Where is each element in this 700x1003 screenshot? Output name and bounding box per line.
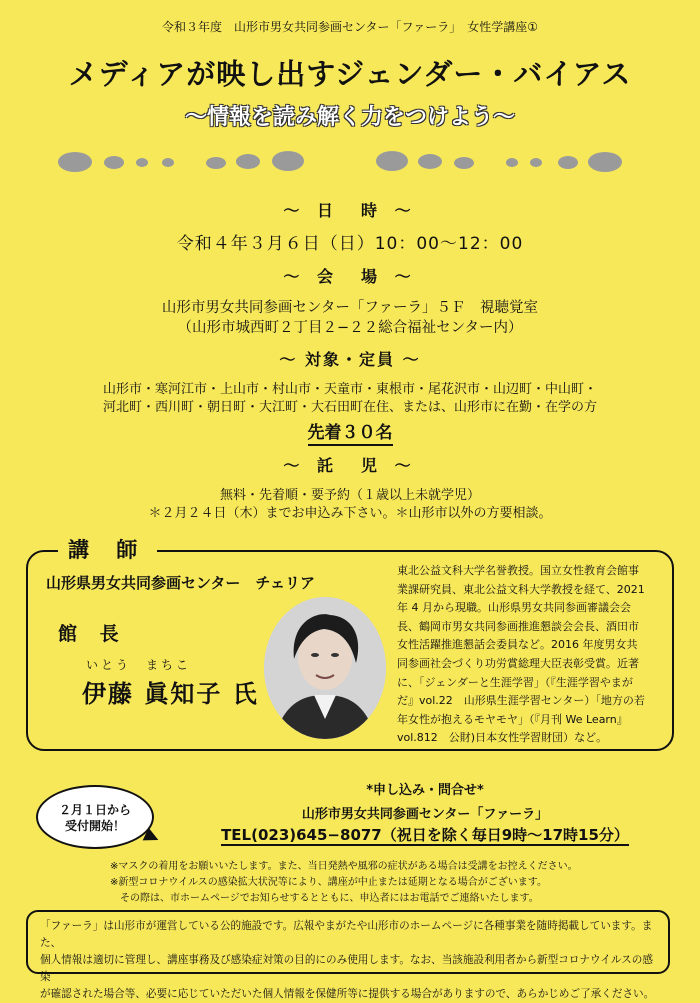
lecturer-photo (264, 597, 386, 739)
note-contact: その際は、市ホームページでお知らせするとともに、申込者にはお電話でご連絡いたします。 (110, 893, 539, 904)
lecturer-role: 館 長 (58, 623, 127, 645)
footer-info-box: 「ファーラ」は山形市が運営している公的施設です。広報やまがたや山形市のホームページに各種事業を随時掲載しています。また、 個人情報は適切に管理し、講座事務及び感染症対策の目的にのみ使用します。なお、当該施設利用者から新型コロナウイルスの感染 が確認された場合等、必要に応じていただいた個人情報を保健所等に提供する場合がありますので、あらかじめご了承ください。 (26, 910, 670, 974)
target-heading: 〜 対象・定員 〜 (279, 350, 421, 369)
venue-heading: 〜 会 場 〜 (283, 267, 417, 286)
target-line2: 河北町・西川町・朝日町・大江町・大石田町在住、または、山形市に在勤・在学の方 (102, 400, 597, 415)
apply-organization: 山形市男女共同参画センター「ファーラ」 (301, 807, 549, 822)
apply-tel: TEL(023)645−8077（祝日を除く毎日9時〜17時15分） (221, 826, 629, 844)
datetime-heading: 〜 日 時 〜 (283, 201, 417, 220)
datetime-value: 令和４年３月６日（日）10：00〜12：00 (176, 234, 524, 254)
lecturer-organization: 山形県男女共同参画センター チェリア (46, 574, 315, 592)
venue-line1: 山形市男女共同参画センター「ファーラ」５Ｆ 視聴覚室 (161, 300, 539, 316)
capacity-text: 先着３０名 (0, 418, 700, 443)
reception-start-bubble: ２月１日から 受付開始！ (36, 785, 154, 849)
childcare-line1: 無料・先着順・要予約（１歳以上未就学児） (219, 488, 480, 503)
childcare-heading: 〜 託 児 〜 (283, 456, 417, 475)
childcare-line2: ＊２月２４日（木）までお申込み下さい。＊山形市以外の方要相談。 (148, 506, 552, 521)
target-line1: 山形市・寒河江市・上山市・村山市・天童市・東根市・尾花沢市・山辺町・中山町・ (102, 382, 597, 397)
lecturer-bio: 東北公益文科大学名誉教授。国立女性教育会館事 業課研究員、東北公益文科大学教授を経て、2021 年 4 月から現職。山形県男女共同参画審議会会 長、鶴岡市男女共同参画推進懇談会会長、酒田市 女性活躍推進懇話会委員など。2016 年度男女共 同参画社会づくり功労賞総理大臣表彰受賞。近著 に、「ジェンダーと生涯学習」（『生涯学習やまが だ』vol.22 山形県生涯学習センター）「地方の若 年女性が抱えるモヤモヤ」（『月刊 We Learn』 vol.812 公財)日本女性学習財団）など。 (397, 564, 645, 745)
lecturer-name: 伊藤 眞知子 氏 (82, 680, 259, 708)
lecturer-ruby: いとう まちこ (86, 658, 192, 672)
apply-heading: *申し込み・問合せ* (366, 783, 484, 798)
note-covid: ※新型コロナウイルスの感染拡大状況等により、講座が中止または延期となる場合がございます。 (110, 877, 547, 888)
series-line: 令和３年度 山形市男女共同参画センター「ファーラ」 女性学講座① (161, 20, 539, 34)
decorative-dots (58, 148, 648, 178)
page-title: メディアが映し出すジェンダー・バイアス (68, 57, 632, 91)
note-mask: ※マスクの着用をお願いいたします。また、当日発熱や風邪の症状がある場合は受講をお控えください。 (110, 861, 578, 872)
page-subtitle: 〜情報を読み解く力をつけよう〜 (184, 105, 515, 130)
lecturer-tag: 講 師 (58, 534, 157, 564)
venue-line2: （山形市城西町２丁目２−２２総合福祉センター内） (177, 320, 523, 336)
